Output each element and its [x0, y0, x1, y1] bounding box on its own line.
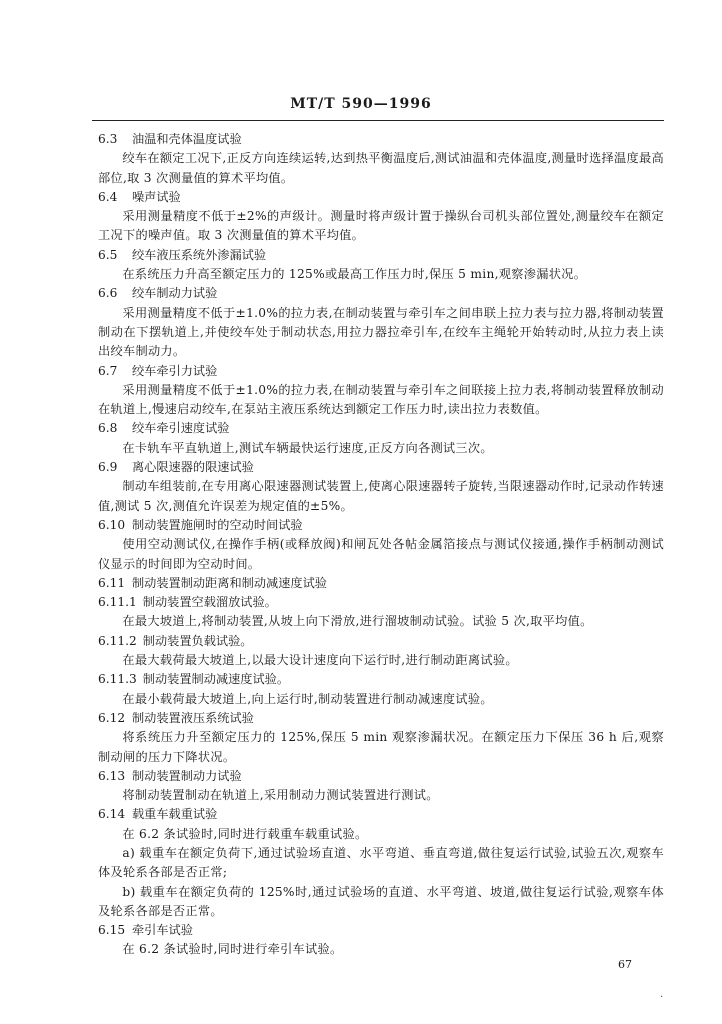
section-number: 6.8 [98, 421, 118, 436]
section-number: 6.6 [98, 286, 118, 301]
section-number: 6.10 [98, 517, 126, 532]
section-title: 绞车牵引力试验 [132, 363, 218, 378]
paragraph: 在最小载荷最大坡道上,向上运行时,制动装置进行制动减速度试验。 [122, 691, 493, 706]
paragraph: 在最大坡道上,将制动装置,从坡上向下滑放,进行溜坡制动试验。试验 5 次,取平均值。 [122, 614, 593, 629]
section-heading [98, 458, 664, 477]
section-number: 6.5 [98, 247, 118, 262]
paragraph: 在卡轨车平直轨道上,测试车辆最快运行速度,正反方向各测试三次。 [122, 440, 493, 455]
section-number: 6.11.2 [98, 633, 137, 648]
section-heading [98, 419, 664, 438]
header-rule [92, 120, 664, 121]
page-number: 67 [618, 958, 632, 971]
section-heading [98, 670, 664, 689]
section-number: 6.15 [98, 923, 126, 938]
section-number: 6.12 [98, 710, 126, 725]
section-title: 制动装置液压系统试验 [132, 710, 254, 725]
paragraph: 采用测量精度不低于±2%的声级计。测量时将声级计置于操纵台司机头部位置处,测量绞车在额定工况下的噪声值。取 3 次测量值的算术平均值。 [98, 209, 664, 243]
section-title: 制动装置负载试验。 [142, 633, 253, 648]
section-number: 6.11.3 [98, 672, 137, 687]
section-title: 制动装置空载溜放试验。 [142, 595, 277, 610]
paragraph: b) 载重车在额定负荷的 125%时,通过试验场的直道、水平弯道、坡道,做往复运行试验,观察车体及轮系各部是否正常。 [98, 884, 664, 918]
section-number: 6.14 [98, 807, 126, 822]
section-title: 制动装置制动减速度试验。 [142, 672, 290, 687]
paragraph: 制动车组装前,在专用离心限速器测试装置上,使离心限速器转子旋转,当限速器动作时,记录动作转速值,测试 5 次,测值允许误差为规定值的±5%。 [98, 479, 664, 513]
section-title: 绞车制动力试验 [132, 286, 218, 301]
paragraph: 在系统压力升高至额定压力的 125%或最高工作压力时,保压 5 min,观察渗漏状况。 [122, 267, 587, 282]
paragraph: 在 6.2 条试验时,同时进行载重车载重试验。 [122, 826, 368, 841]
paragraph: 在 6.2 条试验时,同时进行牵引车试验。 [122, 942, 343, 957]
section-heading [98, 130, 664, 149]
section-heading [98, 574, 664, 593]
page-corner-mark: · [660, 992, 664, 1003]
section-title: 牵引车试验 [132, 923, 193, 938]
document-body [98, 130, 664, 960]
paragraph: a) 载重车在额定负荷下,通过试验场直道、水平弯道、垂直弯道,做往复运行试验,试验五次,观察车体及轮系各部是否正常; [98, 845, 664, 880]
paragraph: 在最大载荷最大坡道上,以最大设计速度向下运行时,进行制动距离试验。 [122, 653, 518, 668]
section-title: 绞车液压系统外渗漏试验 [132, 247, 267, 262]
section-title: 制动装置施闸时的空动时间试验 [132, 517, 303, 532]
section-heading [98, 516, 664, 535]
section-number: 6.9 [98, 460, 118, 475]
paragraph: 将制动装置制动在轨道上,采用制动力测试装置进行测试。 [122, 788, 439, 803]
section-number: 6.7 [98, 363, 118, 378]
paragraph: 绞车在额定工况下,正反方向连续运转,达到热平衡温度后,测试油温和壳体温度,测量时选择温度最高部位,取 3 次测量值的算术平均值。 [98, 151, 664, 185]
paragraph: 使用空动测试仪,在操作手柄(或释放阀)和闸瓦处各帖金属箔接点与测试仪接通,操作手柄制动测试仪显示的时间即为空动时间。 [98, 537, 664, 571]
section-heading [98, 767, 664, 786]
section-number: 6.13 [98, 768, 126, 783]
section-number: 6.4 [98, 189, 118, 204]
section-heading [98, 921, 664, 940]
section-title: 噪声试验 [132, 189, 181, 204]
section-heading [98, 805, 664, 824]
section-title: 油温和壳体温度试验 [132, 132, 242, 146]
section-title: 离心限速器的限速试验 [132, 460, 254, 475]
section-title: 载重车载重试验 [132, 807, 218, 822]
section-number: 6.11.1 [98, 595, 137, 610]
section-heading [98, 188, 664, 207]
section-heading [98, 632, 664, 651]
section-number: 6.3 [98, 132, 118, 146]
section-heading [98, 709, 664, 728]
paragraph: 采用测量精度不低于±1.0%的拉力表,在制动装置与牵引车之间串联上拉力表与拉力器,将制动装置制动在下摆轨道上,并使绞车处于制动状态,用拉力器拉牵引车,在绞车主绳轮开始转动时,从拉力表上读出绞车制动力。 [98, 305, 664, 359]
section-heading [98, 284, 664, 303]
section-heading [98, 246, 664, 265]
standard-header: MT/T 590—1996 [290, 96, 432, 112]
paragraph: 将系统压力升至额定压力的 125%,保压 5 min 观察渗漏状况。在额定压力下保压 36 h 后,观察制动闸的压力下降状况。 [98, 730, 664, 764]
paragraph: 采用测量精度不低于±1.0%的拉力表,在制动装置与牵引车之间联接上拉力表,将制动装置释放制动在轨道上,慢速启动绞车,在泵站主液压系统达到额定工作压力时,读出拉力表数值。 [98, 382, 664, 417]
section-heading [98, 593, 664, 612]
section-title: 制动装置制动距离和制动减速度试验 [132, 575, 327, 590]
section-title: 制动装置制动力试验 [132, 768, 242, 783]
section-title: 绞车牵引速度试验 [132, 421, 230, 436]
section-heading [98, 362, 664, 381]
section-number: 6.11 [98, 575, 126, 590]
